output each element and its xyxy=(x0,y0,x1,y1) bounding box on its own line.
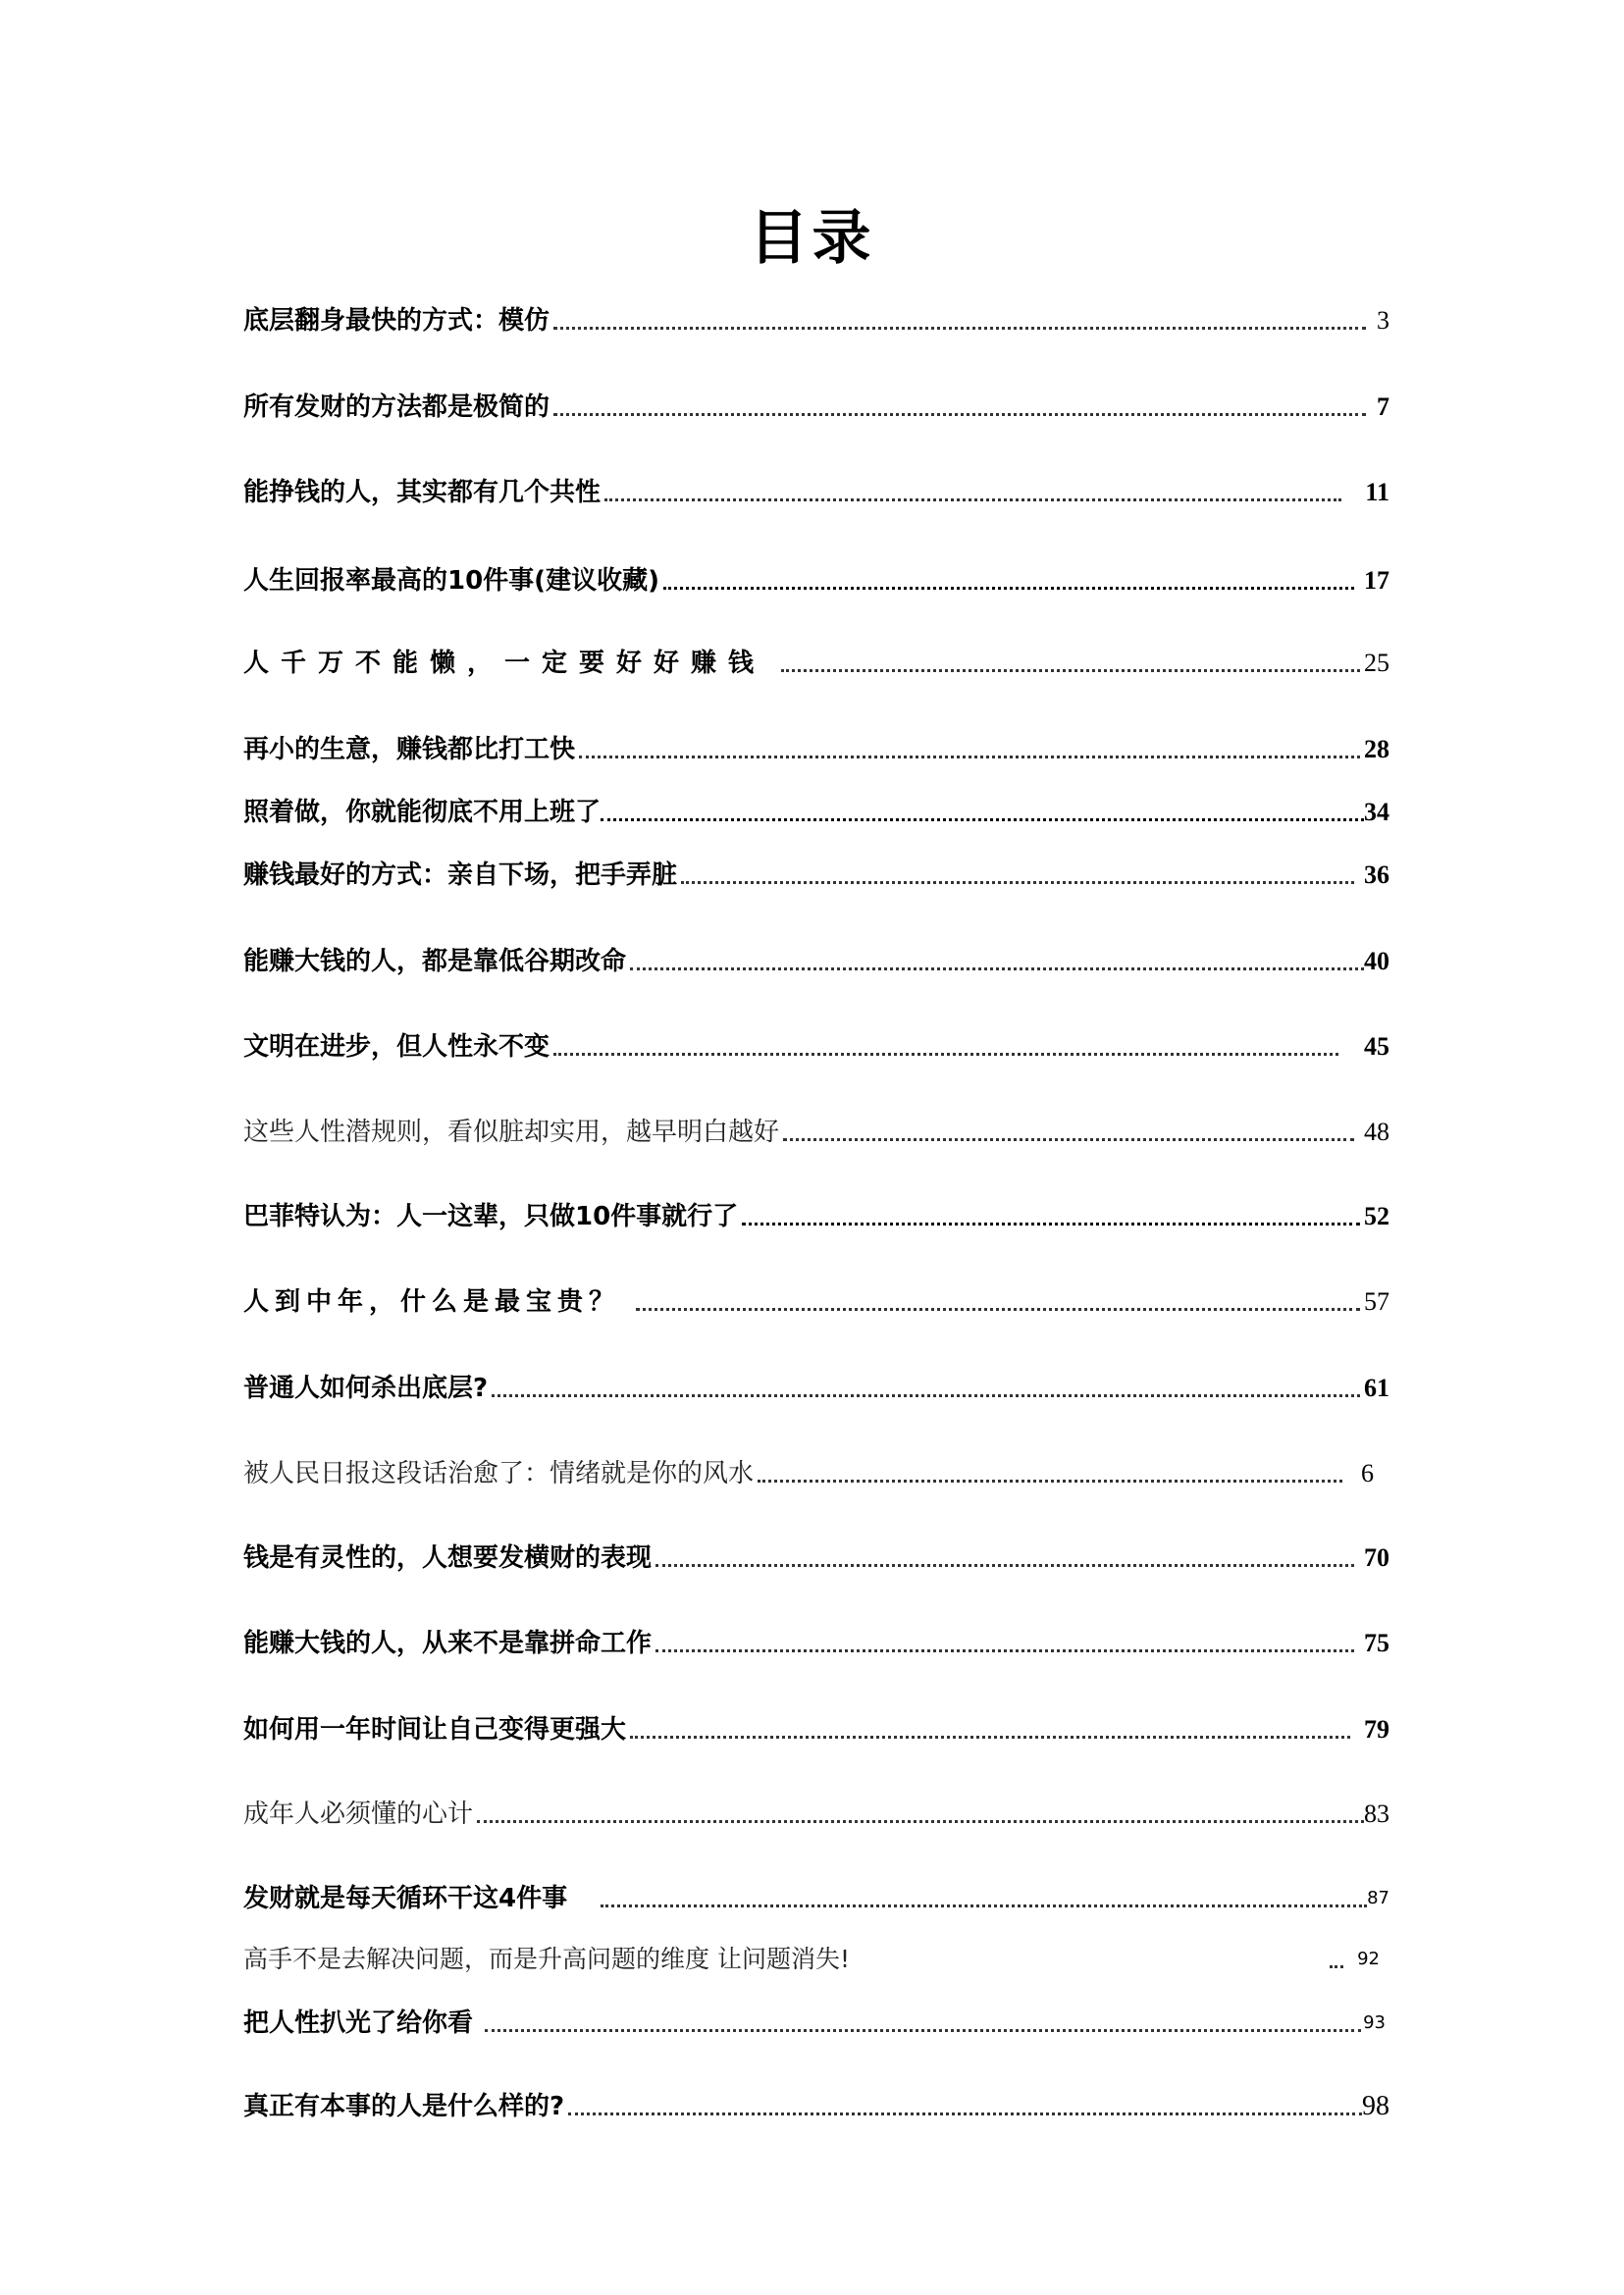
page-number: 11 xyxy=(1365,478,1389,506)
page-number: 79 xyxy=(1364,1715,1389,1744)
dot-leader xyxy=(492,1393,1360,1397)
toc-entry[interactable] xyxy=(243,1025,1389,1065)
toc-entry[interactable] xyxy=(243,854,1389,893)
toc-entry[interactable] xyxy=(243,471,1389,510)
toc-entry[interactable] xyxy=(243,386,1389,425)
entry-title: 发财就是每天循环干这4件事 xyxy=(243,1884,568,1913)
entry-title: 把人性扒光了给你看 xyxy=(243,2008,474,2038)
entry-title: 巴菲特认为：人一这辈，只做10件事就行了 xyxy=(243,1202,739,1231)
page-number: 17 xyxy=(1364,566,1389,595)
entry-title: 这些人性潜规则，看似脏却实用，越早明白越好 xyxy=(243,1118,780,1147)
dot-leader xyxy=(568,2112,1362,2115)
dot-leader xyxy=(742,1222,1360,1226)
dot-leader xyxy=(681,880,1354,884)
dot-leader xyxy=(553,412,1366,416)
dot-leader xyxy=(655,1648,1354,1652)
entry-title: 能赚大钱的人，从来不是靠拼命工作 xyxy=(243,1629,653,1658)
entry-title: 人生回报率最高的10件事(建议收藏) xyxy=(243,566,659,596)
entry-title: 所有发财的方法都是极简的 xyxy=(243,392,550,422)
entry-title: 赚钱最好的方式：亲自下场，把手弄脏 xyxy=(243,861,678,890)
dot-leader xyxy=(485,2028,1361,2032)
page-number: 25 xyxy=(1364,649,1389,677)
entry-title: 能赚大钱的人，都是靠低谷期改命 xyxy=(243,947,627,976)
page-number: 98 xyxy=(1362,2091,1389,2121)
page-number: 28 xyxy=(1364,735,1389,763)
page-number: 70 xyxy=(1364,1543,1389,1572)
page-number: 45 xyxy=(1364,1032,1389,1061)
page-title: 目录 xyxy=(749,204,875,273)
dot-leader xyxy=(1330,1964,1343,1968)
toc-entry[interactable] xyxy=(243,1367,1389,1406)
toc-entry[interactable] xyxy=(243,1280,1389,1320)
entry-title: 能挣钱的人，其实都有几个共性 xyxy=(243,478,602,507)
page-number: 40 xyxy=(1364,947,1389,975)
dot-leader xyxy=(630,1735,1350,1739)
page-number: 36 xyxy=(1364,861,1389,889)
dot-leader xyxy=(663,586,1354,590)
page-number: 87 xyxy=(1367,1888,1389,1908)
dot-leader xyxy=(601,817,1364,821)
entry-title: 照着做，你就能彻底不用上班了 xyxy=(243,798,602,827)
entry-title: 高手不是去解决问题，而是升高问题的维度 让问题消失! xyxy=(243,1945,850,1973)
entry-title: 人到中年，什么是最宝贵？ xyxy=(243,1287,621,1317)
page-number: 83 xyxy=(1364,1799,1389,1828)
entry-title: 被人民日报这段话治愈了：情绪就是你的风水 xyxy=(243,1459,755,1488)
page-number: 48 xyxy=(1364,1118,1389,1146)
page-number: 7 xyxy=(1377,392,1389,421)
toc-entry[interactable] xyxy=(243,1622,1389,1661)
page-number: 3 xyxy=(1377,306,1389,335)
page-number: 34 xyxy=(1364,798,1389,826)
toc-entry[interactable] xyxy=(243,1537,1389,1576)
toc-entry[interactable] xyxy=(243,642,1389,681)
dot-leader xyxy=(553,326,1366,330)
entry-title: 钱是有灵性的，人想要发横财的表现 xyxy=(243,1543,653,1573)
toc-entry[interactable] xyxy=(243,791,1389,830)
dot-leader xyxy=(477,1819,1364,1823)
toc-entry[interactable] xyxy=(243,1708,1389,1747)
toc-entry[interactable] xyxy=(243,940,1389,979)
page-number: 6 xyxy=(1361,1459,1374,1487)
toc-entry[interactable] xyxy=(243,1938,1389,1977)
dot-leader xyxy=(781,668,1360,672)
entry-title: 再小的生意，赚钱都比打工快 xyxy=(243,735,576,764)
entry-title: 成年人必须懂的心计 xyxy=(243,1799,474,1829)
entry-title: 底层翻身最快的方式：模仿 xyxy=(243,306,550,336)
toc-entry[interactable] xyxy=(243,1877,1389,1916)
page-number: 52 xyxy=(1364,1202,1389,1230)
toc-entry[interactable] xyxy=(243,1111,1389,1150)
dot-leader xyxy=(636,1307,1360,1311)
toc-entry[interactable] xyxy=(243,728,1389,767)
toc-entry[interactable] xyxy=(243,2002,1389,2041)
page-number: 92 xyxy=(1357,1949,1380,1969)
entry-title: 如何用一年时间让自己变得更强大 xyxy=(243,1715,627,1745)
page-number: 57 xyxy=(1364,1287,1389,1316)
dot-leader xyxy=(579,755,1360,758)
page-number: 61 xyxy=(1364,1374,1389,1402)
toc-entry[interactable] xyxy=(243,1195,1389,1234)
dot-leader xyxy=(553,1052,1338,1056)
entry-title: 普通人如何杀出底层? xyxy=(243,1374,489,1403)
entry-title: 文明在进步，但人性永不变 xyxy=(243,1032,550,1062)
dot-leader xyxy=(601,1904,1367,1907)
dot-leader xyxy=(758,1479,1342,1483)
page-number: 93 xyxy=(1363,2012,1386,2033)
toc-entry[interactable] xyxy=(243,1452,1389,1491)
dot-leader xyxy=(655,1563,1354,1567)
page-number: 75 xyxy=(1364,1629,1389,1657)
toc-entry[interactable] xyxy=(243,299,1389,339)
dot-leader xyxy=(630,966,1364,970)
toc-entry[interactable] xyxy=(243,559,1389,599)
entry-title: 人千万不能懒，一定要好好赚钱 xyxy=(243,649,766,678)
toc-entry[interactable] xyxy=(243,2085,1389,2124)
entry-title: 真正有本事的人是什么样的? xyxy=(243,2092,565,2121)
toc-entry[interactable] xyxy=(243,1793,1389,1832)
dot-leader xyxy=(604,497,1341,501)
dot-leader xyxy=(783,1137,1354,1141)
